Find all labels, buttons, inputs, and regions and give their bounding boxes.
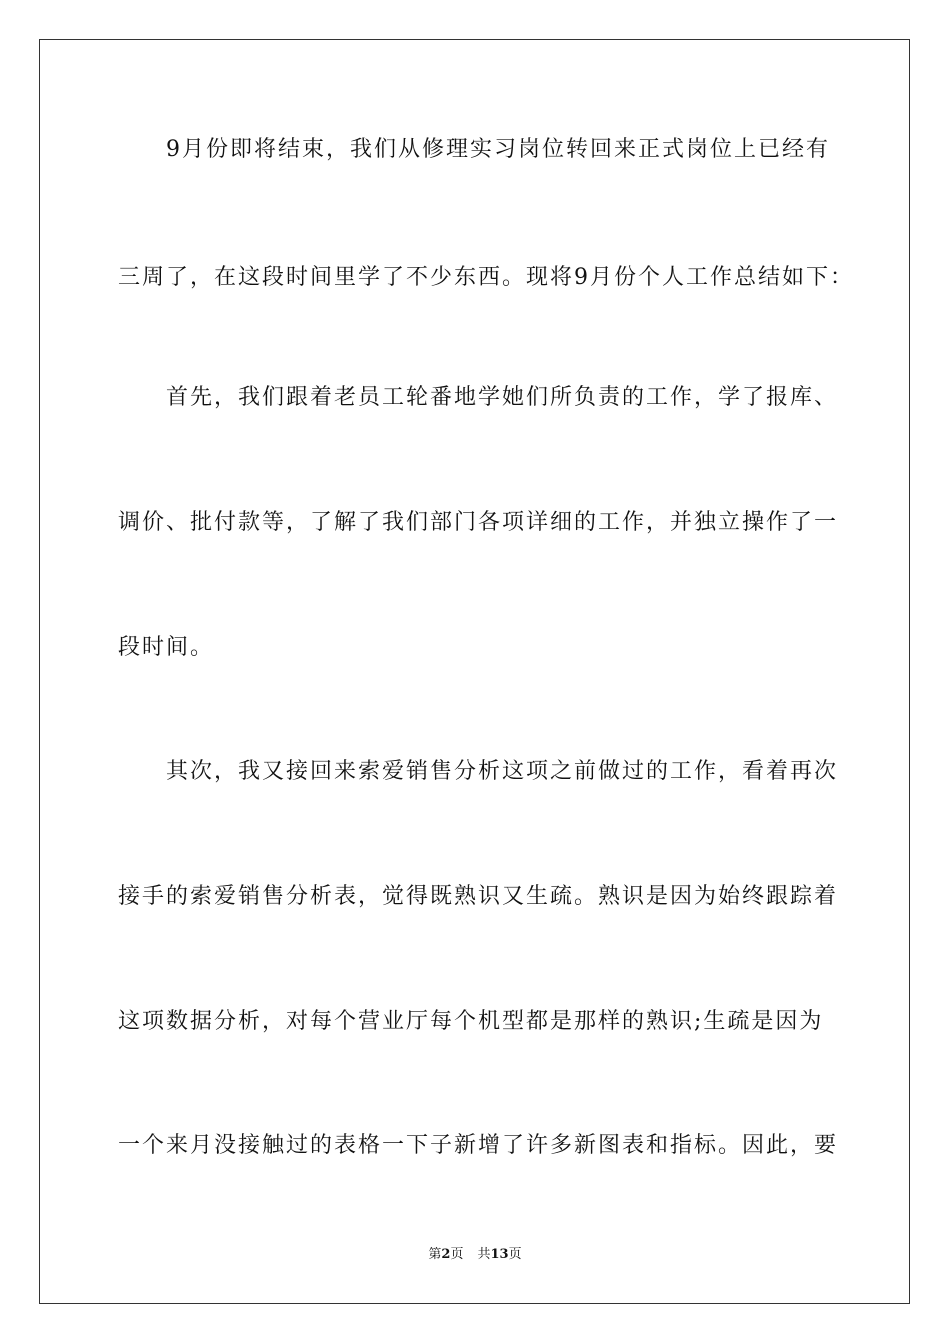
footer-total-prefix: 共	[477, 1247, 491, 1262]
footer-total-suffix: 页	[508, 1247, 522, 1262]
footer-total-pages: 13	[490, 1247, 509, 1262]
footer-page-prefix: 第	[428, 1247, 442, 1262]
paragraph-1-line-1: 9月份即将结束，我们从修理实习岗位转回来正式岗位上已经有	[166, 137, 830, 162]
footer-page-number: 2	[441, 1247, 451, 1262]
page-border	[39, 39, 910, 1304]
paragraph-2-line-2: 调价、批付款等，了解了我们部门各项详细的工作，并独立操作了一	[118, 510, 839, 535]
paragraph-3-line-1: 其次，我又接回来索爱销售分析这项之前做过的工作，看着再次	[166, 759, 839, 784]
paragraph-2-line-3: 段时间。	[118, 635, 215, 660]
page-footer	[0, 1246, 950, 1264]
paragraph-3-line-4: 一个来月没接触过的表格一下子新增了许多新图表和指标。因此，要	[118, 1133, 839, 1158]
paragraph-3-line-2: 接手的索爱销售分析表，觉得既熟识又生疏。熟识是因为始终跟踪着	[118, 884, 839, 909]
footer-page-suffix: 页	[450, 1247, 464, 1262]
paragraph-2-line-1: 首先，我们跟着老员工轮番地学她们所负责的工作，学了报库、	[166, 385, 839, 410]
paragraph-1-line-2: 三周了，在这段时间里学了不少东西。现将9月份个人工作总结如下：	[118, 265, 854, 290]
paragraph-3-line-3: 这项数据分析，对每个营业厅每个机型都是那样的熟识;生疏是因为	[118, 1009, 824, 1034]
